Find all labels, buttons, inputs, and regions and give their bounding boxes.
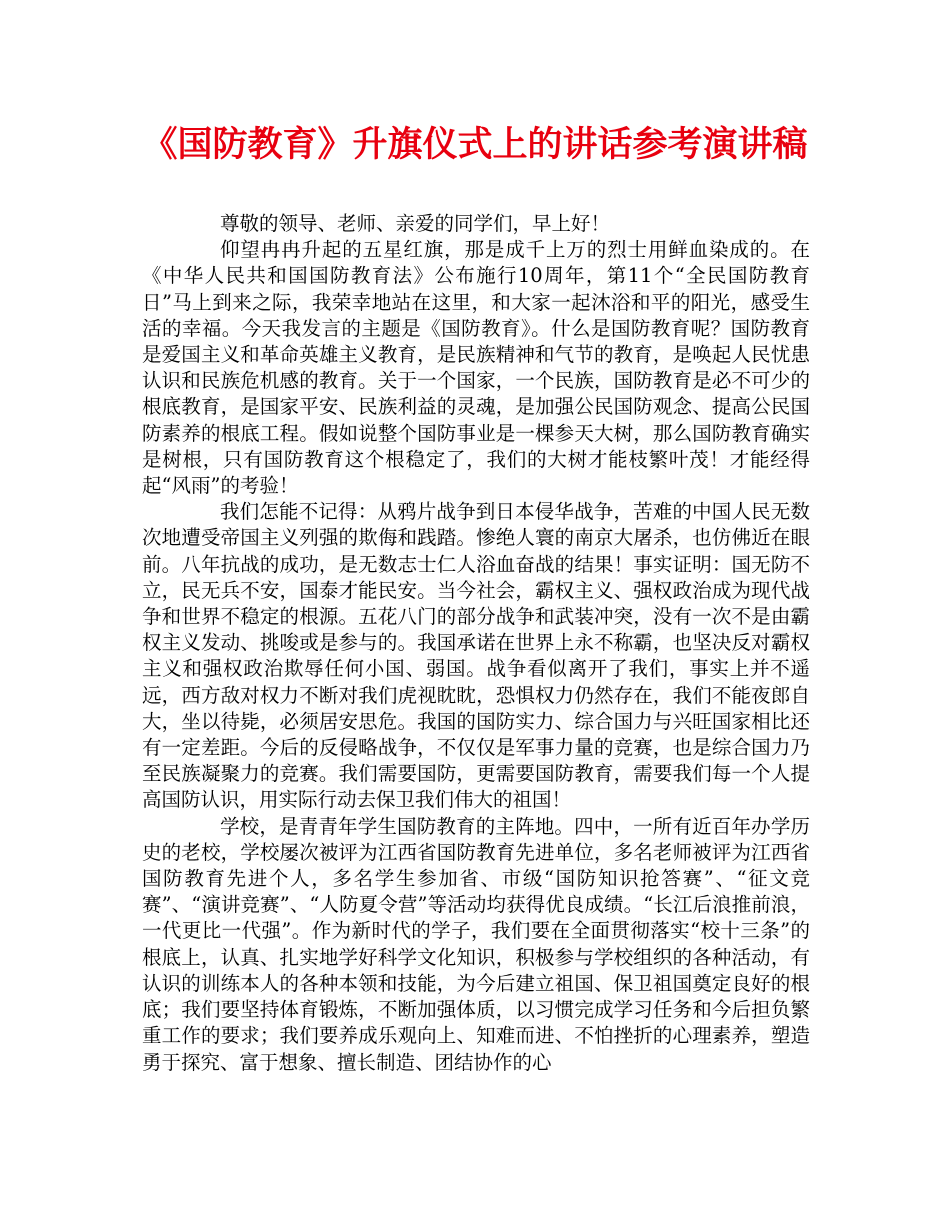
document-body [142, 211, 810, 1076]
paragraph-greeting: 尊敬的领导、老师、亲爱的同学们，早上好！ [220, 212, 611, 235]
paragraph-national-defense-education: 仰望冉冉升起的五星红旗，那是成千上万的烈士用鲜血染成的。在《中华人民共和国国防教育法》公布施行10周年，第11个“全民国防教育日”马上到来之际，我荣幸地站在这里，和大家一起沐浴和平的阳光，感受生活的幸福。今天我发言的主题是《国防教育》。什么是国防教育呢？国防教育是爱国主义和革命英雄主义教育，是民族精神和气节的教育，是唤起人民忧患认识和民族危机感的教育。关于一个国家，一个民族，国防教育是必不可少的根底教育，是国家平安、民族利益的灵魂，是加强公民国防观念、提高公民国防素养的根底工程。假如说整个国防事业是一棵参天大树，那么国防教育确实是树根，只有国防教育这个根稳定了，我们的大树才能枝繁叶茂！才能经得起“风雨”的考验！ [142, 238, 810, 498]
document-title: 《国防教育》升旗仪式上的讲话参考演讲稿 [142, 125, 808, 165]
paragraph-history: 我们怎能不记得：从鸦片战争到日本侵华战争，苦难的中国人民无数次地遭受帝国主义列强的欺侮和践踏。惨绝人寰的南京大屠杀，也仿佛近在眼前。八年抗战的成功，是无数志士仁人浴血奋战的结果！事实证明：国无防不立，民无兵不安，国泰才能民安。当今社会，霸权主义、强权政治成为现代战争和世界不稳定的根源。五花八门的部分战争和武装冲突，没有一次不是由霸权主义发动、挑唆或是参与的。我国承诺在世界上永不称霸，也坚决反对霸权主义和强权政治欺辱任何小国、弱国。战争看似离开了我们，事实上并不遥远，西方敌对权力不断对我们虎视眈眈，恐惧权力仍然存在，我们不能夜郎自大，坐以待毙，必须居安思危。我国的国防实力、综合国力与兴旺国家相比还有一定差距。今后的反侵略战争，不仅仅是军事力量的竞赛，也是综合国力乃至民族凝聚力的竞赛。我们需要国防，更需要国防教育，需要我们每一个人提高国防认识，用实际行动去保卫我们伟大的祖国！ [142, 500, 810, 812]
paragraph-school: 学校，是青青年学生国防教育的主阵地。四中，一所有近百年办学历史的老校，学校屡次被评为江西省国防教育先进单位，多名老师被评为江西省国防教育先进个人，多名学生参加省、市级“国防知识抢答赛”、“征文竞赛”、“演讲竞赛”、“人防夏令营”等活动均获得优良成绩。“长江后浪推前浪，一代更比一代强”。作为新时代的学子，我们要在全面贯彻落实“校十三条”的根底上，认真、扎实地学好科学文化知识，积极参与学校组织的各种活动，有认识的训练本人的各种本领和技能，为今后建立祖国、保卫祖国奠定良好的根底；我们要坚持体育锻炼，不断加强体质，以习惯完成学习任务和今后担负繁重工作的要求；我们要养成乐观向上、知难而进、不怕挫折的心理素养，塑造勇于探究、富于想象、擅长制造、团结协作的心 [142, 814, 810, 1074]
